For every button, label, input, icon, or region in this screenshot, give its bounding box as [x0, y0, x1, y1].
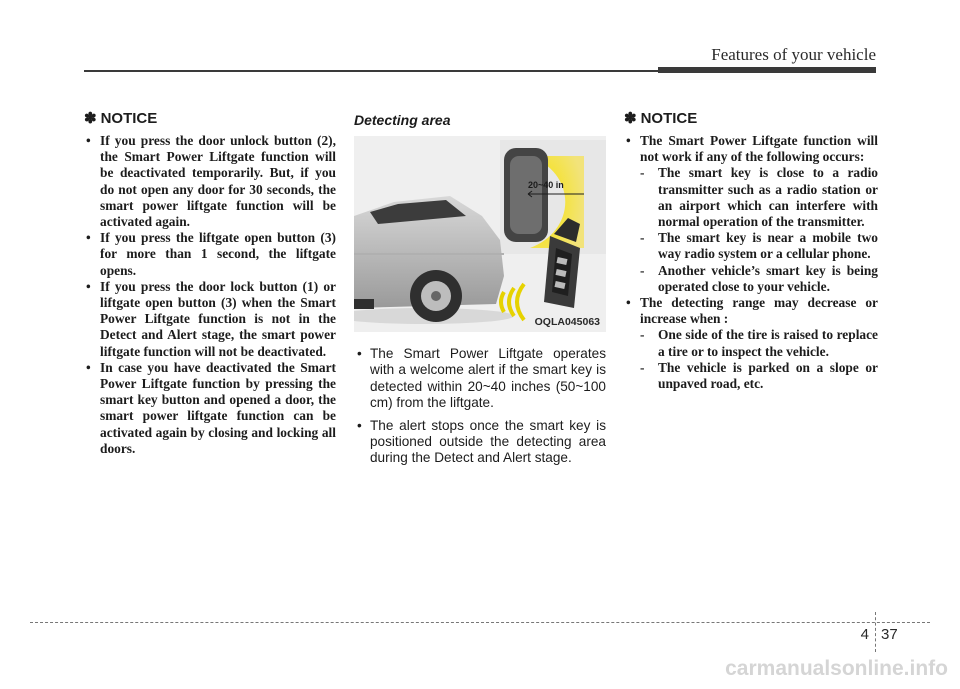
notice-column-right	[624, 110, 878, 392]
list-item-text: The Smart Power Liftgate function will not work if any of the following occurs:	[640, 133, 878, 165]
list-item	[84, 133, 336, 230]
sub-list-item-text: The smart key is close to a radio transmitter such as a radio station or an airport which can interfere with normal operation of the transmitter.	[658, 165, 878, 230]
list-item-text: If you press the door lock button (1) or liftgate open button (3) when the Smart Power Liftgate function is not in the Detect and Alert stage, the smart power liftgate function will not be deactivated.	[100, 278, 336, 359]
bullet-icon: •	[357, 346, 362, 361]
list-item	[624, 295, 878, 392]
bullet-icon: •	[86, 359, 91, 375]
list-item	[84, 279, 336, 360]
notice-heading	[624, 110, 878, 128]
notice-mark-icon: ✽	[84, 110, 97, 127]
list-item	[354, 346, 606, 412]
footer-rule	[30, 622, 930, 623]
notice-column-left	[84, 110, 336, 457]
notice-list	[624, 133, 878, 392]
sub-list-item-text: The vehicle is parked on a slope or unpaved road, etc.	[658, 359, 878, 392]
chapter-number: 4	[860, 626, 869, 643]
watermark: carmanualsonline.info	[725, 657, 948, 680]
notice-label: NOTICE	[100, 110, 158, 127]
list-item-text: If you press the liftgate open button (3) for more than 1 second, the liftgate opens.	[100, 230, 336, 278]
list-item-text: The alert stops once the smart key is positioned outside the detecting area during the Detect and Alert stage.	[370, 417, 606, 466]
sub-list-item	[640, 327, 878, 359]
bullet-icon: •	[626, 295, 631, 311]
dash-icon: -	[640, 327, 645, 343]
dash-icon: -	[640, 230, 645, 246]
detection-zone-inset	[500, 140, 606, 254]
dash-icon: -	[640, 262, 645, 278]
sub-list-item	[640, 263, 878, 295]
dash-icon: -	[640, 359, 645, 375]
bullet-icon: •	[357, 417, 362, 433]
list-item-text: In case you have deactivated the Smart Power Liftgate function by pressing the smart key button and opened a door, the smart power liftgate function can be activated again by closing and locking all doors.	[100, 359, 336, 456]
figure-code: OQLA045063	[534, 316, 600, 328]
detecting-area-illustration	[354, 136, 606, 332]
section-title: Detecting area	[354, 112, 451, 128]
detecting-area-column	[354, 110, 606, 473]
notice-heading	[84, 110, 336, 128]
list-item	[354, 418, 606, 467]
list-item-text: The Smart Power Liftgate operates with a welcome alert if the smart key is detected within 20~40 inches (50~100 cm) from the liftgate.	[370, 346, 606, 411]
sub-list-item-text: Another vehicle’s smart key is being operated close to your vehicle.	[658, 262, 878, 294]
detecting-area-list	[354, 346, 606, 467]
sub-list-item	[640, 230, 878, 262]
bullet-icon: •	[86, 133, 91, 148]
list-item	[624, 133, 878, 295]
sub-list-item	[640, 165, 878, 230]
distance-label: 20~40 in	[528, 180, 564, 190]
detecting-area-figure	[354, 136, 606, 332]
dash-icon: -	[640, 165, 645, 181]
notice-list	[84, 133, 336, 457]
footer-divider	[875, 612, 876, 652]
notice-label: NOTICE	[640, 110, 698, 127]
list-item	[84, 360, 336, 457]
sub-list-item-text: The smart key is near a mobile two way radio system or a cellular phone.	[658, 230, 878, 262]
list-item-text: The detecting range may decrease or increase when :	[640, 295, 878, 327]
sub-list	[640, 327, 878, 392]
sub-list-item-text: One side of the tire is raised to replace a tire or to inspect the vehicle.	[658, 327, 878, 359]
list-item-text: If you press the door unlock button (2), the Smart Power Liftgate function will be deactivated temporarily. But, if you do not open any door for 30 seconds, the smart power liftgate function will be activated again.	[100, 133, 336, 230]
header-rule-accent	[658, 67, 876, 73]
notice-mark-icon: ✽	[624, 110, 637, 127]
bullet-icon: •	[626, 133, 631, 148]
list-item	[84, 230, 336, 279]
sub-list	[640, 165, 878, 295]
bullet-icon: •	[86, 230, 91, 246]
page-number: 37	[881, 626, 898, 643]
sub-list-item	[640, 360, 878, 392]
bullet-icon: •	[86, 278, 91, 294]
page-section-title: Features of your vehicle	[711, 45, 876, 64]
